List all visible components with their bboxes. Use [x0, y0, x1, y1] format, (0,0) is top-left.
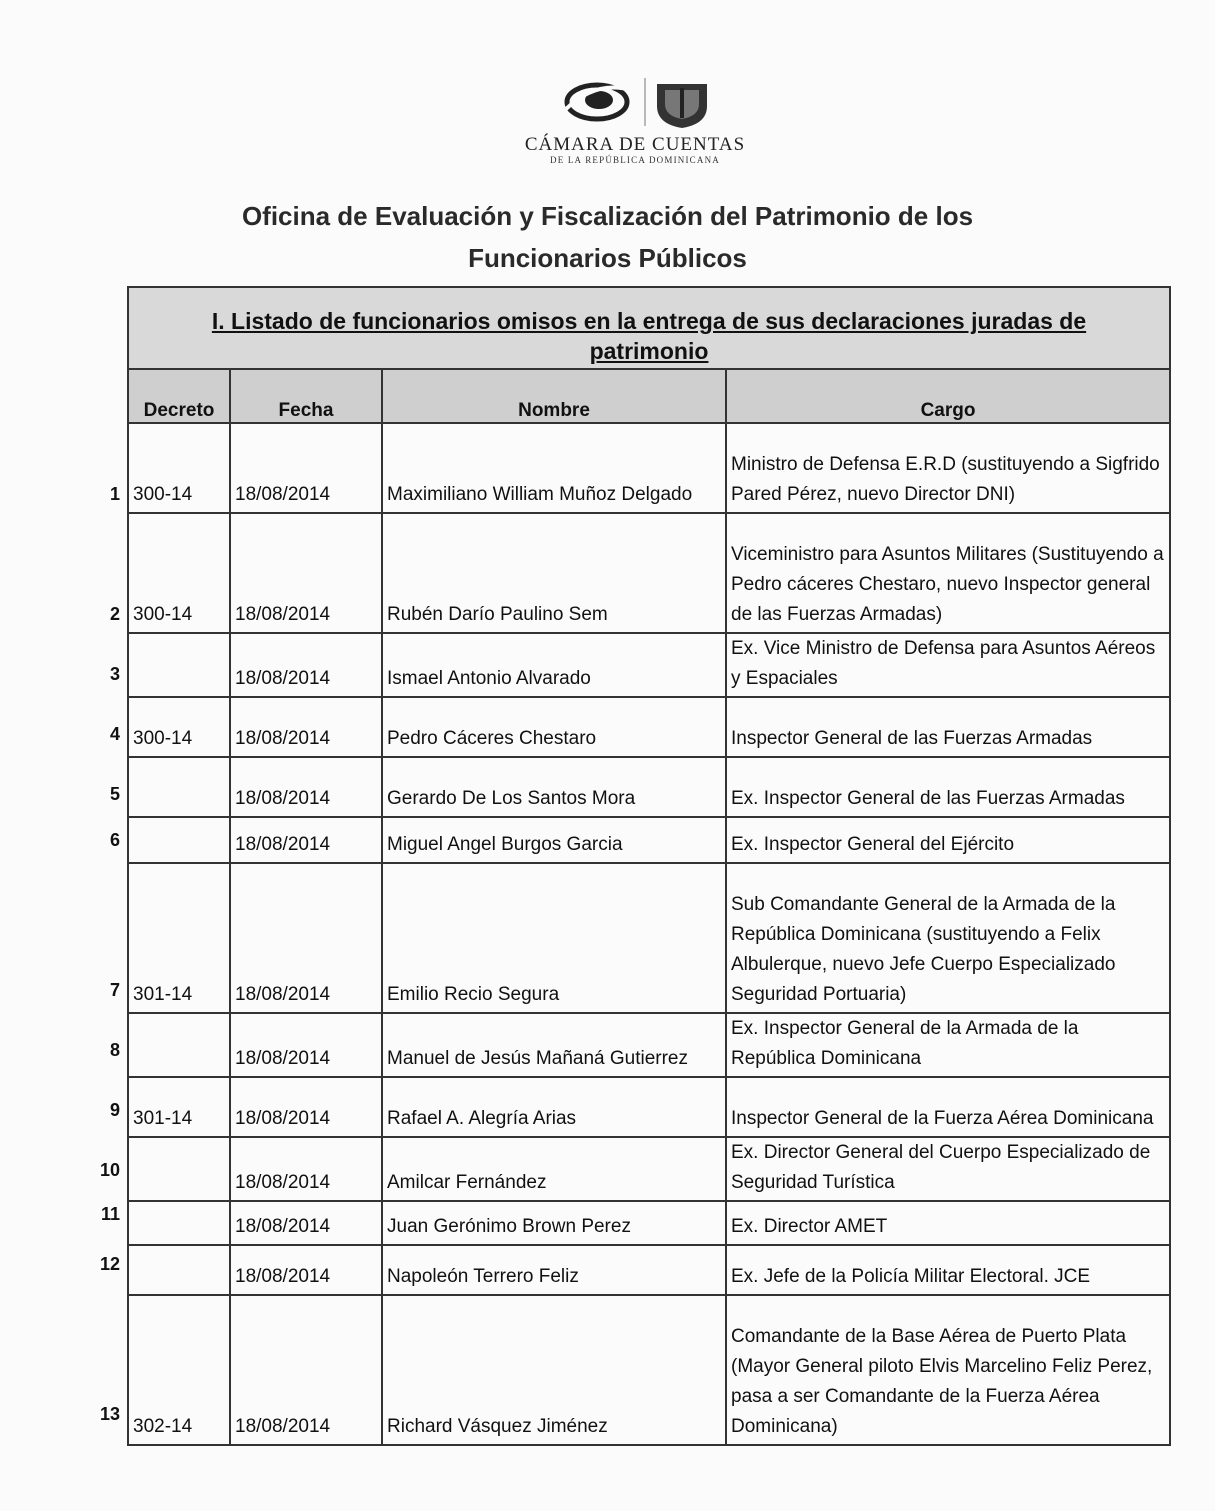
table-row	[128, 697, 1170, 757]
table-row	[128, 423, 1170, 513]
row-number: 8	[109, 1040, 120, 1060]
header-row	[128, 369, 1170, 423]
nombre-cell: Rubén Darío Paulino Sem	[382, 513, 726, 633]
table-row	[128, 1137, 1170, 1201]
decreto-cell: 302-14	[128, 1295, 230, 1445]
decreto-cell: 300-14	[128, 513, 230, 633]
row-number: 1	[109, 484, 120, 504]
cargo-cell: Ex. Inspector General de las Fuerzas Armadas	[726, 757, 1170, 817]
office-title-line1: Oficina de Evaluación y Fiscalización del Patrimonio de los	[241, 201, 974, 231]
nombre-cell: Miguel Angel Burgos Garcia	[382, 817, 726, 863]
fecha-cell: 18/08/2014	[230, 863, 382, 1013]
nombre-cell: Amilcar Fernández	[382, 1137, 726, 1201]
cargo-cell: Ex. Jefe de la Policía Militar Electoral. JCE	[726, 1245, 1170, 1295]
nombre-cell: Emilio Recio Segura	[382, 863, 726, 1013]
row-number: 6	[109, 830, 120, 850]
table-row	[128, 1245, 1170, 1295]
institution-logo	[500, 70, 770, 180]
nombre-cell: Rafael A. Alegría Arias	[382, 1077, 726, 1137]
nombre-cell: Gerardo De Los Santos Mora	[382, 757, 726, 817]
table-row	[128, 863, 1170, 1013]
table-row	[128, 757, 1170, 817]
caption-line1: I. Listado de funcionarios omisos en la entrega de sus declaraciones juradas de	[211, 308, 1087, 334]
row-number: 12	[99, 1254, 120, 1274]
col-cargo: Cargo	[726, 369, 1170, 423]
table-row	[128, 633, 1170, 697]
row-number: 3	[109, 664, 120, 684]
cargo-cell: Ex. Director AMET	[726, 1201, 1170, 1245]
decreto-cell	[128, 1137, 230, 1201]
fecha-cell: 18/08/2014	[230, 757, 382, 817]
caption-line2: patrimonio	[589, 338, 709, 364]
cargo-cell: Sub Comandante General de la Armada de la República Dominicana (sustituyendo a Felix Albulerque, nuevo Jefe Cuerpo Especializado Seguridad Portuaria)	[726, 863, 1170, 1013]
decreto-cell: 301-14	[128, 1077, 230, 1137]
officials-table	[127, 286, 1171, 1446]
fecha-cell: 18/08/2014	[230, 817, 382, 863]
table-row	[128, 513, 1170, 633]
table-row	[128, 1013, 1170, 1077]
nombre-cell: Richard Vásquez Jiménez	[382, 1295, 726, 1445]
nombre-cell: Pedro Cáceres Chestaro	[382, 697, 726, 757]
table-row	[128, 1295, 1170, 1445]
cargo-cell: Inspector General de la Fuerza Aérea Dominicana	[726, 1077, 1170, 1137]
col-nombre: Nombre	[382, 369, 726, 423]
fecha-cell: 18/08/2014	[230, 1137, 382, 1201]
table-row	[128, 817, 1170, 863]
nombre-cell: Ismael Antonio Alvarado	[382, 633, 726, 697]
nombre-cell: Napoleón Terrero Feliz	[382, 1245, 726, 1295]
row-number: 4	[109, 724, 120, 744]
logo-emblem-icon	[545, 70, 725, 132]
fecha-cell: 18/08/2014	[230, 633, 382, 697]
office-title	[0, 195, 1215, 279]
col-decreto: Decreto	[128, 369, 230, 423]
table-row	[128, 1201, 1170, 1245]
decreto-cell	[128, 1245, 230, 1295]
decreto-cell	[128, 1201, 230, 1245]
office-title-line2: Funcionarios Públicos	[468, 243, 747, 273]
cargo-cell: Ministro de Defensa E.R.D (sustituyendo a Sigfrido Pared Pérez, nuevo Director DNI)	[726, 423, 1170, 513]
row-number: 5	[109, 784, 120, 804]
org-subtitle: DE LA REPÚBLICA DOMINICANA	[550, 155, 720, 165]
decreto-cell	[128, 817, 230, 863]
table-caption	[128, 287, 1170, 369]
cargo-cell: Viceministro para Asuntos Militares (Sustituyendo a Pedro cáceres Chestaro, nuevo Inspector general de las Fuerzas Armadas)	[726, 513, 1170, 633]
fecha-cell: 18/08/2014	[230, 513, 382, 633]
decreto-cell: 300-14	[128, 423, 230, 513]
decreto-cell: 301-14	[128, 863, 230, 1013]
row-number: 13	[99, 1404, 120, 1424]
cargo-cell: Ex. Inspector General del Ejército	[726, 817, 1170, 863]
fecha-cell: 18/08/2014	[230, 423, 382, 513]
decreto-cell	[128, 1013, 230, 1077]
cargo-cell: Ex. Inspector General de la Armada de la República Dominicana	[726, 1013, 1170, 1077]
cargo-cell: Inspector General de las Fuerzas Armadas	[726, 697, 1170, 757]
nombre-cell: Manuel de Jesús Mañaná Gutierrez	[382, 1013, 726, 1077]
decreto-cell: 300-14	[128, 697, 230, 757]
fecha-cell: 18/08/2014	[230, 1245, 382, 1295]
row-number: 9	[109, 1100, 120, 1120]
col-fecha: Fecha	[230, 369, 382, 423]
row-number: 11	[100, 1204, 120, 1224]
table-row	[128, 1077, 1170, 1137]
row-number: 7	[109, 980, 120, 1000]
decreto-cell	[128, 633, 230, 697]
nombre-cell: Juan Gerónimo Brown Perez	[382, 1201, 726, 1245]
row-number: 2	[109, 604, 120, 624]
fecha-cell: 18/08/2014	[230, 697, 382, 757]
cargo-cell: Ex. Director General del Cuerpo Especializado de Seguridad Turística	[726, 1137, 1170, 1201]
row-number: 10	[99, 1160, 120, 1180]
fecha-cell: 18/08/2014	[230, 1201, 382, 1245]
fecha-cell: 18/08/2014	[230, 1077, 382, 1137]
nombre-cell: Maximiliano William Muñoz Delgado	[382, 423, 726, 513]
fecha-cell: 18/08/2014	[230, 1013, 382, 1077]
cargo-cell: Ex. Vice Ministro de Defensa para Asuntos Aéreos y Espaciales	[726, 633, 1170, 697]
fecha-cell: 18/08/2014	[230, 1295, 382, 1445]
cargo-cell: Comandante de la Base Aérea de Puerto Plata (Mayor General piloto Elvis Marcelino Feliz Perez, pasa a ser Comandante de la Fuerza Aérea Dominicana)	[726, 1295, 1170, 1445]
org-name: CÁMARA DE CUENTAS	[524, 134, 746, 155]
decreto-cell	[128, 757, 230, 817]
